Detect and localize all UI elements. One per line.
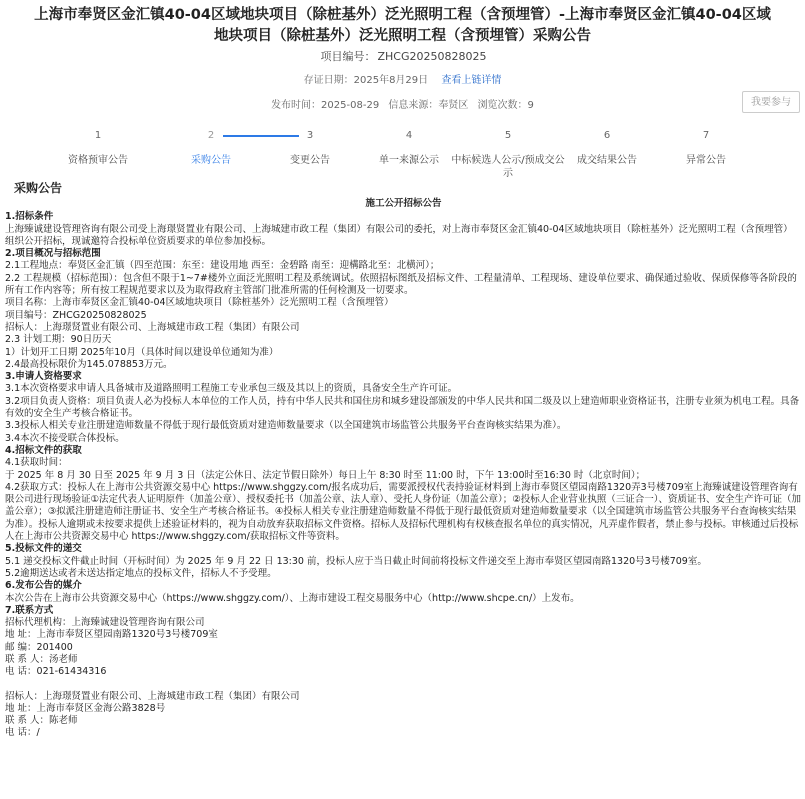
project-number-value: ZHCG20250828025 xyxy=(377,50,487,63)
chain-detail-link[interactable]: 查看上链详情 xyxy=(441,75,502,86)
body-line: 项目名称：上海市奉贤区金汇镇40-04区域地块项目（除桩基外）泛光照明工程（含预埋管） xyxy=(5,297,394,309)
section-heading: 1.招标条件 xyxy=(5,211,54,223)
section-heading: 3.申请人资格要求 xyxy=(5,371,82,383)
body-line: 4.2获取方式：投标人在上海市公共资源交易中心 https://www.shggzy.com/报名成功后，需要派授权代表持验证材料到上海市奉贤区望园南路1320弄3号楼709室上海臻诚建设管理咨询有限公司进行现场验证①法定代表人证明原件（加盖公章）、授权委托书（加盖公章、法人章）、受托人身份证（加盖公章）；②投标人企业营业执照（三证合一）、资质证书、安全生产许可证（加盖公章）；③拟派注册建造师注册证书、安全生产考核合格证书。④投标人相关专业注册建造师数量不得低于现行最低资质对建造师数量要求（以全国建筑市场监管公共服务平台查询核实结果为准）。投标人逾期或未按要求提供上述验证材料的，视为自动放弃获取招标文件资格。招标人及招标代理机构有权核查报名单位的真实情况，凡弄虚作假者，禁止参与投标。审核通过后投标人在上海市公共资源交易中心 https://www.shggzy.com/获取招标文件等资料。 xyxy=(5,481,802,543)
body-line: 地 址：上海市奉贤区金海公路3828号 xyxy=(5,702,166,714)
step-number: 6 xyxy=(603,130,611,141)
publish-time: 发布时间：2025-08-29 xyxy=(271,100,380,111)
body-line: 5.2逾期送达或者未送达指定地点的投标文件，招标人不予受理。 xyxy=(5,567,277,579)
section-heading: 7.联系方式 xyxy=(5,604,54,616)
step-exception[interactable] xyxy=(646,128,766,167)
body-line: 地 址：上海市奉贤区望园南路1320号3号楼709室 xyxy=(5,629,218,641)
step-number: 2 xyxy=(207,130,215,141)
body-line: 邮 编：201400 xyxy=(5,641,73,653)
step-label: 变更公告 xyxy=(290,155,330,166)
step-label: 成交结果公告 xyxy=(577,155,637,166)
body-line: 电 话：/ xyxy=(5,727,40,739)
body-line: 于 2025 年 8 月 30 日至 2025 年 9 月 3 日（法定公休日、法定节假日除外）每日上午 8:30 时至 11:00 时，下午 13:00时至16:30 时（北京时间）； xyxy=(5,469,646,481)
step-prequalification[interactable] xyxy=(38,128,158,167)
step-number: 1 xyxy=(94,130,102,141)
body-line: 上海臻诚建设管理咨询有限公司受上海璟贤置业有限公司、上海城建市政工程（集团）有限公司的委托，对上海市奉贤区金汇镇40-04区域地块项目（除桩基外）泛光照明工程（含预埋管）组织公开招标，现诚邀符合投标单位资质要求的单位参加投标。 xyxy=(5,223,793,247)
body-line: 招标代理机构：上海臻诚建设管理咨询有限公司 xyxy=(5,617,205,629)
step-number: 4 xyxy=(405,130,413,141)
body-line: 3.3投标人相关专业注册建造师数量不得低于现行最低资质对建造师数量要求（以全国建筑市场监管公共服务平台查询核实结果为准）。 xyxy=(5,420,567,432)
announcement-body xyxy=(5,198,802,740)
step-number: 7 xyxy=(702,130,710,141)
body-line: 2.1工程地点：奉贤区金汇镇（四至范围：东至：建设用地 西至：金碧路 南至：迎構路北至：北横河）； xyxy=(5,260,440,272)
body-line: 4.1获取时间： xyxy=(5,457,68,469)
document-title: 施工公开招标公告 xyxy=(365,198,442,209)
step-label: 异常公告 xyxy=(686,155,726,166)
section-heading: 4.招标文件的获取 xyxy=(5,444,82,456)
view-count: 浏览次数：9 xyxy=(477,100,534,111)
evidence-date: 存证日期：2025年8月29日 xyxy=(303,75,429,86)
step-number: 5 xyxy=(504,130,512,141)
body-line: 5.1 递交投标文件截止时间（开标时间）为 2025 年 9 月 22 日 13:30 前，投标人应于当日截止时间前将投标文件递交至上海市奉贤区望园南路1320号3号楼709室。 xyxy=(5,555,707,567)
body-line: 2.3 计划工期：90日历天 xyxy=(5,334,112,346)
section-heading: 6.发布公告的媒介 xyxy=(5,580,82,592)
blank-line xyxy=(5,679,802,691)
process-steps xyxy=(48,128,758,180)
body-line: 招标人：上海璟贤置业有限公司、上海城建市政工程（集团）有限公司 xyxy=(5,690,300,702)
body-line: 3.2项目负责人资格：项目负责人必为投标人本单位的工作人员，持有中华人民共和国住房和城乡建设部颁发的中华人民共和国二级及以上建造师职业资格证书，注册专业须为机电工程。具备有效的安全生产考核合格证书。 xyxy=(5,395,800,420)
step-label: 单一来源公示 xyxy=(379,155,439,166)
page-title: 上海市奉贤区金汇镇40-04区域地块项目（除桩基外）泛光照明工程（含预埋管）-上海市奉贤区金汇镇40-04区域地块项目（除桩基外）泛光照明工程（含预埋管）采购公告 xyxy=(34,7,771,44)
body-line: 联 系 人：汤老师 xyxy=(5,653,78,665)
body-line: 2.2 工程规模（招标范围）：包含但不限于1~7#楼外立面泛光照明工程及系统调试。依照招标图纸及招标文件、工程量清单、工程现场、建设单位要求、确保通过验收、保质保修等各阶段的所有工作内容等；所有按工程规范要求以及为取得政府主管部门批准所需的任何检测及一切要求。 xyxy=(5,272,797,297)
project-number xyxy=(0,48,805,64)
step-label: 采购公告 xyxy=(191,155,231,166)
step-label: 资格预审公告 xyxy=(68,155,128,166)
step-label: 中标候选人公示/预成交公示 xyxy=(451,155,565,179)
section-title: 采购公告 xyxy=(14,181,63,195)
body-line: 电 话：021-61434316 xyxy=(5,666,107,678)
meta-row xyxy=(0,96,805,111)
project-number-label: 项目编号： xyxy=(320,50,376,63)
body-line: 联 系 人：陈老师 xyxy=(5,715,78,727)
document-lines xyxy=(5,211,802,739)
body-line: 项目编号：ZHCG20250828025 xyxy=(5,309,147,321)
body-line: 招标人：上海璟贤置业有限公司、上海城建市政工程（集团）有限公司 xyxy=(5,321,300,333)
section-heading: 2.项目概况与招标范围 xyxy=(5,248,101,260)
participate-button[interactable]: 我要参与 xyxy=(742,91,800,113)
body-line: 1）计划开工日期 2025年10月（具体时间以建设单位通知为准） xyxy=(5,346,279,358)
body-line: 本次公告在上海市公共资源交易中心（https://www.shggzy.com/）、上海市建设工程交易服务中心（http://www.shcpe.cn/）上发布。 xyxy=(5,592,580,604)
info-source: 信息来源：奉贤区 xyxy=(388,100,469,111)
body-line: 3.4本次不接受联合体投标。 xyxy=(5,432,125,444)
evidence-row xyxy=(0,71,805,86)
body-line: 2.4最高投标限价为145.078853万元。 xyxy=(5,358,173,370)
body-line: 3.1本次资格要求申请人具备城市及道路照明工程施工专业承包三级及其以上的资质，具备安全生产许可证。 xyxy=(5,383,458,395)
section-heading: 5.投标文件的递交 xyxy=(5,543,82,555)
step-number: 3 xyxy=(306,130,314,141)
